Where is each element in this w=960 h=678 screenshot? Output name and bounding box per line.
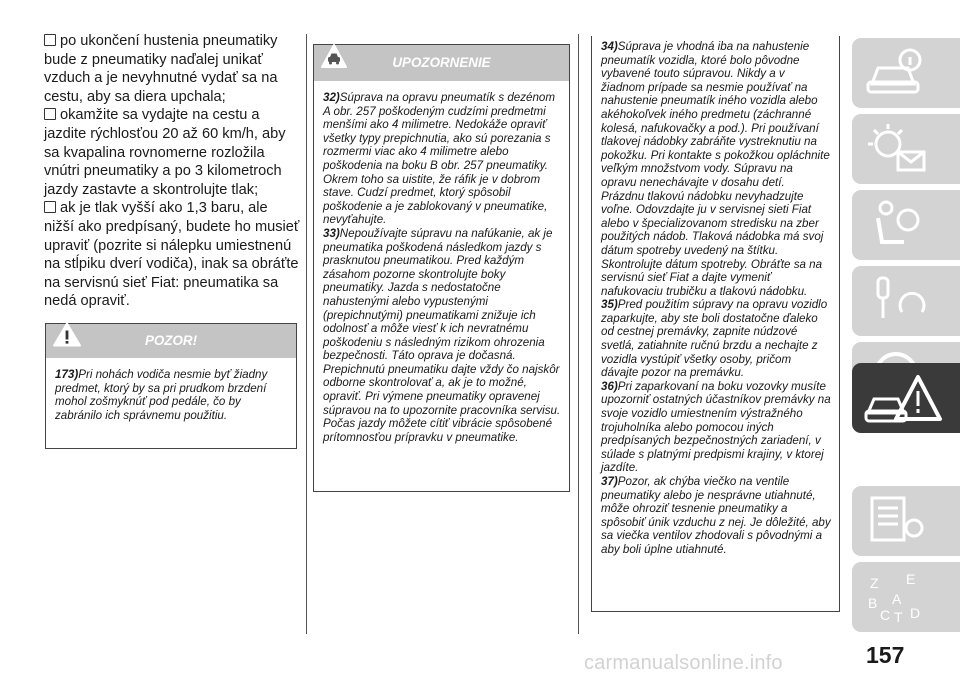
technical-data-icon [864,568,934,626]
pozor-title: POZOR! [144,333,198,348]
body-paragraph-3 [44,199,300,311]
tab-key-start[interactable] [852,266,960,336]
car-warning-icon [320,43,348,83]
checkbox-bullet-icon [44,108,56,120]
service-checklist-icon [864,492,934,550]
pozor-body [46,358,296,430]
continuation-item [601,298,831,380]
index-letter: A [892,591,902,607]
tab-service[interactable] [852,486,960,556]
warning-triangle-icon [52,322,82,361]
body-paragraph-2 [44,106,300,199]
note-text: Súprava na opravu pneumatík s dezénom A obr. 257 poškodeným cudzími predmetmi menšími ako 4 milimetre. Nedokáže opraviť všetky typy prepichnutia, ako sú porezania s rozmermi viac ako 4 milimetre alebo poškodenia na boku B obr. 257 pneumatiky. Okrem toho sa uistite, že ráfik je v dobrom stave. Cudzí predmet, ktorý spôsobil poškodenie a je zablokovaný v pneumatike, nevyťahujte. [323,91,556,227]
continuation-body [592,36,839,565]
pozor-header [46,324,296,358]
index-letter: Z [870,575,879,591]
upozornenie-box [313,44,570,492]
tab-airbag-seat[interactable] [852,190,960,260]
index-letter: T [894,609,903,625]
body-paragraph-1 [44,32,300,106]
note-number: 36) [601,379,618,393]
tab-car-info[interactable] [852,38,960,108]
paragraph-text: po ukončení hustenia pneumatiky bude z pneumatiky naďalej unikať vzduch a je nevyhnutné vydať sa na cestu, aby sa diera upchala; [44,33,278,105]
continuation-item [601,475,831,557]
upozornenie-item [323,91,561,227]
warning-lights-icon [864,120,934,178]
continuation-item [601,380,831,475]
note-text: Súprava je vhodná iba na nahustenie pneumatík vozidla, ktoré bolo pôvodne vybavené touto súpravou. Nikdy a v žiadnom prípade sa nesmie používať na nahustenie pneumatík iného vozidla alebo akéhokoľvek iného predmetu (záchranné kolesá, nafukovačky a pod.). Pri používaní tlakovej nádobky zabráňte vystreknutiu na pokožku. Pri kontakte s pokožkou opláchnite veľkým množstvom vody. Súpravu na opravu nenechávajte v dosahu detí. Prázdnu tlakovú nádobku nevyhadzujte voľne. Odovzdajte ju v servisnej sieti Fiat alebo v špecializovanom stredisku na zber použitých nádob. Tlaková nádobka má svoj dátum spotreby uvedený na štítku. Skontrolujte dátum spotreby. Obráťte sa na servisnú sieť Fiat a dajte vymeniť nafukovaciu trubičku a tlakovú nádobku. [601,40,830,298]
upozornenie-continuation-box [591,36,840,612]
tab-emergency[interactable] [852,363,960,433]
note-number: 32) [323,91,340,104]
upozornenie-title: UPOZORNENIE [392,55,491,70]
paragraph-text: ak je tlak vyšší ako 1,3 baru, ale nižší ako predpísaný, budete ho musieť upraviť (pozrite si nálepku umiestnenú na stĺpiku dverí vodiča), inak sa obráťte na servisnú sieť Fiat: pneumatika sa nedá opraviť. [44,200,300,310]
tab-warning-lights[interactable] [852,114,960,184]
column-divider [578,34,579,634]
key-start-icon [864,272,934,330]
checkbox-bullet-icon [44,34,56,46]
airbag-seat-icon [864,196,934,254]
upozornenie-header [314,45,569,81]
paragraph-text: okamžite sa vydajte na cestu a jazdite rýchlosťou 20 až 60 km/h, aby sa kvapalina rovnomerne rozložila vnútri pneumatiky a po 3 kilometroch jazdy zastavte a skontrolujte tlak; [44,107,286,198]
index-letter: B [868,595,878,611]
note-text: Nepoužívajte súpravu na nafúkanie, ak je pneumatika poškodená následkom jazdy s prasknutou pneumatikou. Pred každým zásahom pozorne skontrolujte boky pneumatiky. Jazda s nedostatočne nahustenými alebo vypustenými (prepichnutými) pneumatikami znižuje ich odolnosť a môže viesť k ich nevratnému poškodeniu s následným rizikom ohrozenia bezpečnosti. Táto oprava je dočasná. Prepichnutú pneumatiku dajte vždy čo najskôr odborne skontrolovať a, ak je to možné, opraviť. Pri výmene pneumatiky opravenej súpravou na to upozornite pracovníka servisu. Počas jazdy môžete cítiť vibrácie spôsobené prítomnosťou prípravku v pneumatike. [323,226,561,444]
tab-technical-data[interactable] [852,562,960,632]
car-info-icon [864,44,934,102]
upozornenie-body [314,81,569,452]
index-letter: E [906,571,916,587]
note-number: 35) [601,298,618,312]
note-number: 37) [601,475,618,488]
index-letter: D [910,605,921,621]
pozor-item [55,368,288,422]
note-number: 33) [323,226,340,240]
watermark: carmanualsonline.info [584,652,783,674]
note-text: Pozor, ak chýba viečko na ventile pneumatiky alebo je nesprávne utiahnuté, môže ohroziť tesnenie pneumatiky a spôsobiť únik vzduchu z nej. Je dôležité, aby sa viečka ventilov zhodovali s pôvodnými a aby boli úplne utiahnuté. [601,475,831,556]
checkbox-bullet-icon [44,201,56,213]
emergency-triangle-car-icon [864,369,944,431]
note-text: Pred použitím súpravy na opravu vozidlo zaparkujte, aby ste boli dostatočne ďaleko od cestnej premávky, zapnite núdzové svetlá, zatiahnite ručnú brzdu a nechajte z vozidla vystúpiť všetky osoby, pričom dávajte pozor na premávku. [601,298,828,380]
note-text: Pri zaparkovaní na boku vozovky musíte upozorniť ostatných účastníkov premávky na svoje vozidlo umiestnením výstražného trojuholníka alebo pomocou iných predpísaných bezpečnostných zariadení, v súlade s platnými predpismi krajiny, v ktorej jazdíte. [601,379,831,475]
note-number: 173) [55,368,79,381]
page-number: 157 [866,642,905,668]
index-letter: C [880,607,891,623]
note-number: 34) [601,40,618,53]
continuation-item [601,40,831,298]
main-text-column [44,32,300,311]
pozor-warning-box [45,323,297,449]
upozornenie-item [323,227,561,445]
column-divider [306,34,307,634]
note-text: Pri nohách vodiča nesmie byť žiadny predmet, ktorý by sa pri prudkom brzdení mohol zošmyknúť pod pedále, čo by zabránilo ich správnemu použitiu. [55,368,268,422]
